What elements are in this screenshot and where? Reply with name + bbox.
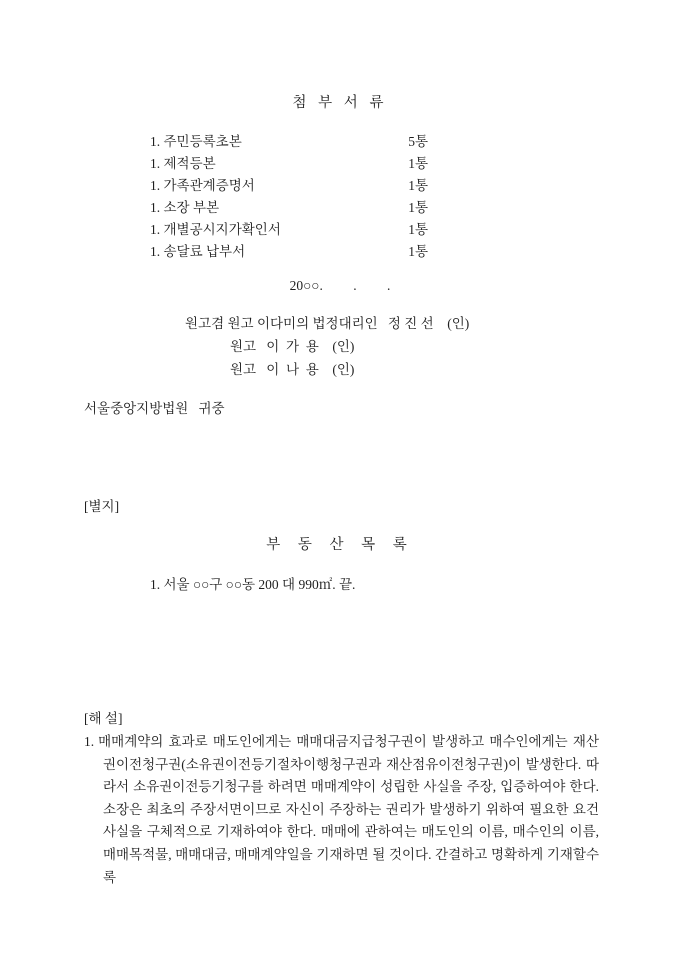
attachment-label: 1. 송달료 납부서 [150, 244, 246, 259]
attachment-count: 1통 [408, 178, 428, 193]
attachment-label: 1. 가족관계증명서 [150, 178, 255, 193]
commentary-text: 매매계약의 효과로 매도인에게는 매매대금지급청구권이 발생하고 매수인에게는 재산권이전청구권(소유권이전등기절차이행청구권과 재산점유이전청구권)이 발생한다. 따라서 소유권이전등기청구를 하려면 매매계약이 성립한 사실을 주장, 입증하여야 한다.소장은 최초의 주장서면이므로 자신이 주장하는 권리가 발생하기 위하여 필요한 요건사실을 구체적으로 기재하여야 한다. 매매에 관하여는 매도인의 이름, 매수인의 이름, 매매목적물, 매매대금, 매매계약일을 기재하면 될 것이다. 간결하고 명확하게 기재할수록 [98, 734, 599, 885]
attachment-count: 1통 [408, 222, 428, 237]
attachments-title: 첨 부 서 류 [292, 95, 388, 111]
commentary-number: 1. [84, 734, 95, 749]
attachment-row [150, 197, 428, 219]
attachment-row [150, 241, 428, 263]
attachment-row [150, 131, 428, 153]
court-line: 서울중앙지방법원 귀중 [84, 401, 225, 416]
annex-label: [별지] [84, 499, 120, 514]
attachment-count: 1통 [408, 200, 428, 215]
signature-line-guardian: 원고겸 원고 이다미의 법정대리인 정 진 선 (인) [185, 316, 470, 331]
commentary-paragraph [84, 731, 599, 889]
annex-title: 부 동 산 목 록 [266, 537, 414, 553]
signature-line-plaintiff-2: 원고 이 나 용 (인) [230, 362, 355, 377]
commentary-label: [해 설] [84, 711, 123, 726]
attachment-count: 5통 [408, 134, 428, 149]
attachment-count: 1통 [408, 244, 428, 259]
attachment-label: 1. 주민등록초본 [150, 134, 242, 149]
date-line: 20○○. . . [289, 278, 391, 293]
annex-property-item: 1. 서울 ○○구 ○○동 200 대 990㎡. 끝. [150, 577, 356, 592]
attachment-row [150, 175, 428, 197]
attachment-count: 1통 [408, 156, 428, 171]
attachment-label: 1. 개별공시지가확인서 [150, 222, 281, 237]
attachment-label: 1. 소장 부본 [150, 200, 220, 215]
signature-line-plaintiff-1: 원고 이 가 용 (인) [230, 339, 355, 354]
attachment-row [150, 219, 428, 241]
attachments-list [150, 131, 428, 263]
attachment-row [150, 153, 428, 175]
attachment-label: 1. 제적등본 [150, 156, 216, 171]
